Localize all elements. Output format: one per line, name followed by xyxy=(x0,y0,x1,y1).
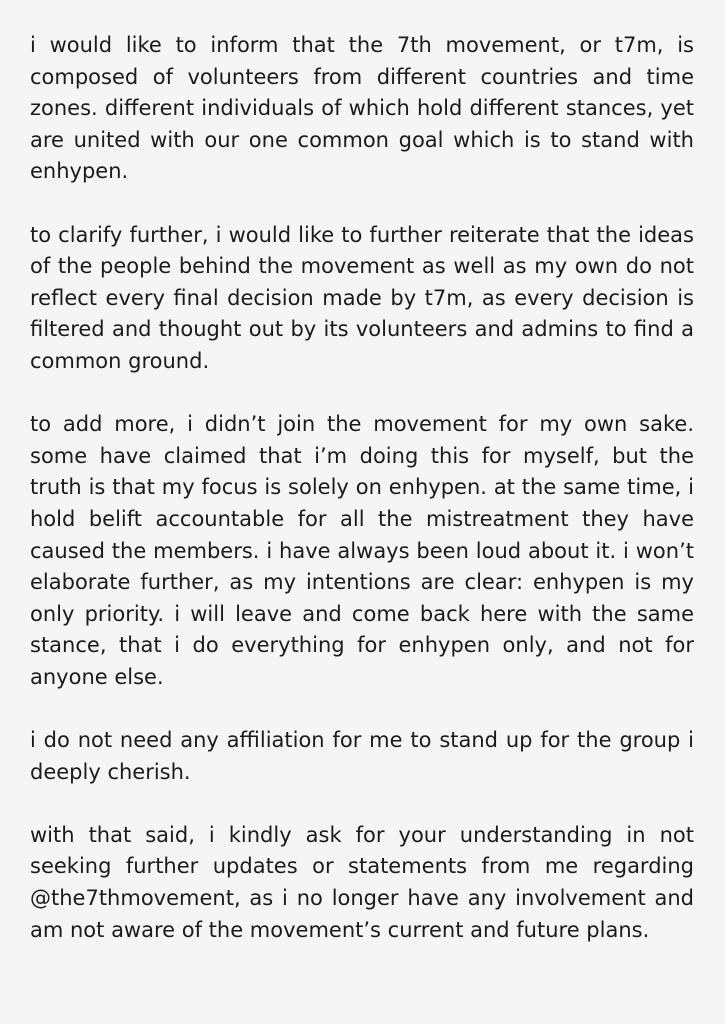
paragraph-clarification: to clarify further, i would like to further reiterate that the ideas of the people behind the movement as well as my own do not reflect every final decision made by t7m, as every decision is filtered and thought out by its volunteers and admins to find a common ground. xyxy=(30,222,694,373)
paragraph-focus-on-enhypen: to add more, i didn’t join the movement for my own sake. some have claimed that i’m doing this for myself, but the truth is that my focus is solely on enhypen. at the same time, i hold belift accountable for all the mistreatment they have caused the members. i have always been loud about it. i won’t elaborate further, as my intentions are clear: enhypen is my only priority. i will leave and come back here with the same stance, that i do everything for enhypen only, and not for anyone else. xyxy=(30,412,694,689)
paragraph-volunteers: i would like to inform that the 7th movement, or t7m, is composed of volunteers from different countries and time zones. different individuals of which hold different stances, yet are united with our one common goal which is to stand with enhypen. xyxy=(30,33,694,184)
paragraph-closing-request: with that said, i kindly ask for your understanding in not seeking further updates or statements from me regarding @the7thmovement, as i no longer have any involvement and am not aware of the movement’s current and future plans. xyxy=(30,822,694,942)
paragraph-affiliation: i do not need any affiliation for me to stand up for the group i deeply cherish. xyxy=(30,728,694,784)
